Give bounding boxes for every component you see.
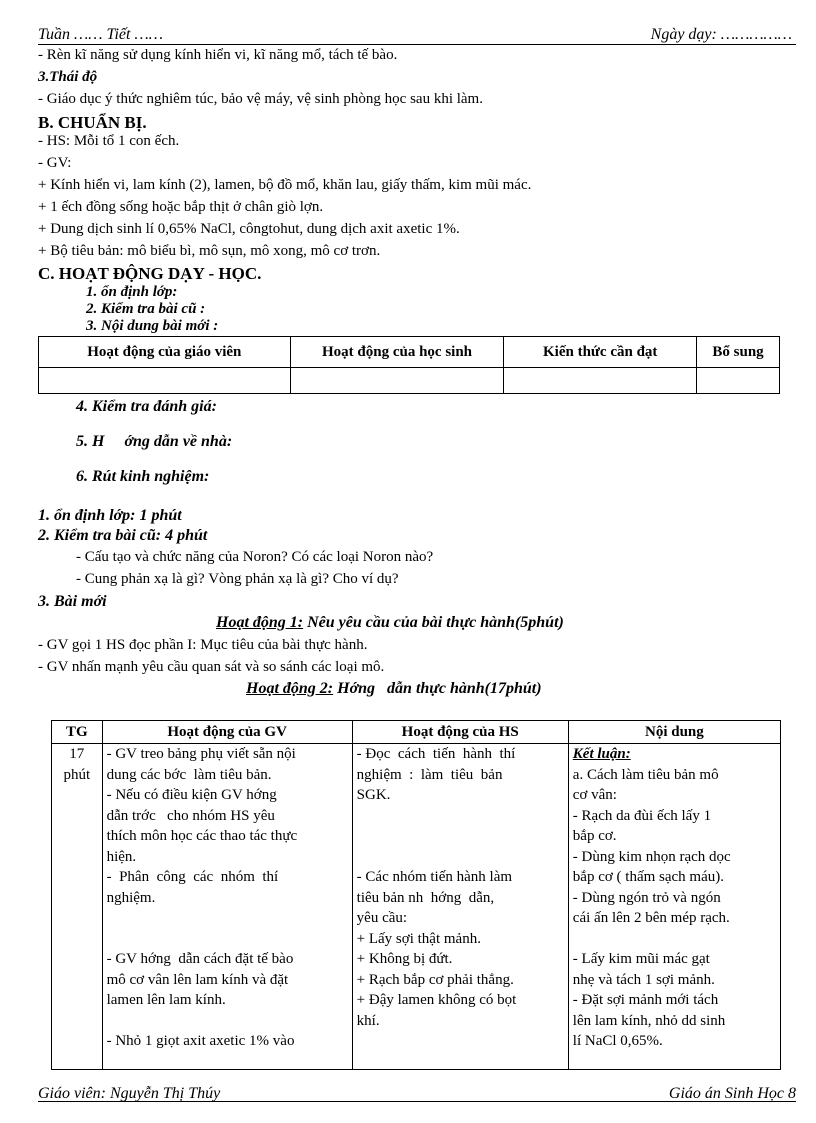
activity-1-text: Nêu yêu cầu của bài thực hành(5phút) (303, 614, 564, 631)
conclusion-title: Kết luận: (572, 746, 631, 762)
hs-activity-line: khí. (356, 1012, 380, 1029)
item-assessment: 4. Kiểm tra đánh giá: (76, 398, 217, 415)
col-teacher-activity: Hoạt động của giáo viên (39, 337, 291, 368)
section-b-heading: B. CHUẨN BỊ. (38, 113, 147, 132)
attitude-heading: 3.Thái độ (38, 69, 98, 85)
gv-activity-line: lamen lên lam kính. (106, 992, 226, 1008)
hs-activity-line (357, 847, 564, 868)
footer-teacher: Giáo viên: Nguyễn Thị Thúy (38, 1085, 221, 1102)
content-line: cái ấn lên 2 bên mép rạch. (572, 910, 730, 926)
content-line: - Dùng kim nhọn rạch dọc (572, 848, 731, 865)
content-line: bắp cơ ( thấm sạch máu). (572, 869, 725, 885)
gv-activity-line (107, 908, 348, 929)
time-value: 17 (69, 746, 85, 762)
gv-activity-line: thích môn học các thao tác thực (106, 828, 298, 844)
activity-1-label: Hoạt động 1: (216, 614, 304, 631)
hs-activity-line: + Lấy sợi thật mảnh. (356, 930, 481, 947)
hs-activity-cell (352, 744, 568, 1070)
empty-cell (697, 368, 780, 394)
prep-item-1: + Kính hiển vi, lam kính (2), lamen, bộ đồ mổ, khăn lau, giấy thấm, kim mũi mác. (38, 177, 532, 193)
skill-line: - Rèn kĩ năng sử dụng kính hiển vi, kĩ năng mổ, tách tế bào. (38, 47, 398, 63)
hs-activity-line (357, 806, 564, 827)
activity-2-label: Hoạt động 2: (246, 680, 334, 697)
hs-activity-line: + Rạch bắp cơ phải thẳng. (356, 971, 514, 988)
gv-activity-line: dẫn trớc cho nhóm HS yêu (106, 807, 275, 824)
content-line: - Đặt sợi mảnh mới tách (572, 992, 719, 1008)
header-week-lesson: Tuần …… Tiết …… (38, 26, 163, 43)
prep-item-4: + Bộ tiêu bản: mô biểu bì, mô sụn, mô xong, mô cơ trơn. (38, 243, 381, 259)
gv-activity-line: - GV treo bảng phụ viết sẵn nội (106, 746, 296, 762)
hs-activity-line: SGK. (356, 787, 391, 803)
gv-activity-line: hiện. (106, 848, 137, 865)
gv-activity-cell (102, 744, 352, 1070)
header-rule (38, 44, 796, 45)
time-unit: phút (63, 766, 91, 783)
hs-activity-line: yêu cầu: (356, 910, 408, 926)
lesson-step-3: 3. Bài mới (38, 593, 107, 610)
activity-1-line-2: - GV nhấn mạnh yêu cầu quan sát và so sánh các loại mô. (38, 659, 385, 675)
empty-cell (504, 368, 697, 394)
lesson-step-2: 2. Kiểm tra bài cũ: 4 phút (38, 527, 208, 544)
content-cell (568, 744, 780, 1070)
hs-activity-line (357, 1031, 564, 1052)
content-line: a. Cách làm tiêu bản mô (572, 766, 719, 783)
gv-activity-line (107, 1011, 348, 1032)
activity-1-heading (216, 614, 564, 632)
hs-activity-line (357, 826, 564, 847)
review-question-2: - Cung phản xạ là gì? Vòng phản xạ là gì? Cho ví dụ? (76, 571, 399, 587)
practice-table (51, 720, 781, 1070)
prep-item-2: + 1 ếch đồng sống hoặc bắp thịt ở chân giò lợn. (38, 199, 324, 215)
item-experience: 6. Rút kinh nghiệm: (76, 468, 210, 485)
review-question-1: - Cấu tạo và chức năng của Noron? Có các loại Noron nào? (76, 549, 434, 565)
prep-item-3: + Dung dịch sinh lí 0,65% NaCl, côngtohut, dung dịch axit axetic 1%. (38, 221, 460, 237)
content-line: - Lấy kim mũi mác gạt (572, 951, 710, 967)
item-homework: 5. H ớng dẫn về nhà: (76, 433, 233, 450)
section-c-heading: C. HOẠT ĐỘNG DẠY - HỌC. (38, 264, 262, 283)
gv-activity-line: - GV hớng dẫn cách đặt tế bào (106, 951, 294, 967)
gv-activity-line: - Phân công các nhóm thí (106, 869, 279, 885)
header-teaching-date: Ngày dạy: …………… (650, 26, 792, 43)
content-line: lên lam kính, nhỏ dd sinh (572, 1012, 726, 1029)
content-line: - Rạch da đùi ếch lấy 1 (572, 807, 712, 824)
footer-subject: Giáo án Sinh Học 8 (668, 1085, 796, 1102)
col-supplement: Bổ sung (697, 337, 780, 368)
col-hs-activity: Hoạt động của HS (352, 721, 568, 744)
hs-activity-line: tiêu bản nh hớng dẫn, (356, 889, 495, 906)
gv-prep-line: - GV: (38, 155, 72, 171)
gv-activity-line: - Nếu có điều kiện GV hớng (106, 787, 277, 803)
empty-cell (290, 368, 504, 394)
c-step-2: 2. Kiểm tra bài cũ : (86, 301, 206, 317)
col-time: TG (52, 721, 103, 744)
lesson-step-1: 1. ổn định lớp: 1 phút (38, 507, 182, 524)
hs-activity-line: + Không bị đứt. (356, 951, 453, 967)
gv-activity-line: mô cơ vân lên lam kính và đặt (106, 971, 289, 988)
c-step-3: 3. Nội dung bài mới : (86, 318, 219, 334)
time-cell (52, 744, 103, 1070)
activity-2-text: Hớng dẫn thực hành(17phút) (333, 680, 542, 697)
activity-2-heading (246, 680, 542, 698)
hs-prep-line: - HS: Mỗi tổ 1 con ếch. (38, 133, 180, 149)
col-knowledge: Kiến thức cần đạt (504, 337, 697, 368)
hs-activity-line: - Các nhóm tiến hành làm (356, 869, 513, 885)
gv-activity-line: dung các bớc làm tiêu bản. (106, 766, 272, 783)
hs-activity-line: + Đậy lamen không có bọt (356, 992, 517, 1008)
hs-activity-line: - Đọc cách tiến hành thí (356, 746, 516, 762)
col-student-activity: Hoạt động của học sinh (290, 337, 504, 368)
gv-activity-line: nghiệm. (106, 889, 156, 906)
activity-1-line-1: - GV gọi 1 HS đọc phần I: Mục tiêu của bài thực hành. (38, 637, 368, 653)
gv-activity-line: - Nhỏ 1 giọt axit axetic 1% vào (106, 1033, 295, 1049)
content-line: bắp cơ. (572, 828, 617, 844)
content-line: lí NaCl 0,65%. (572, 1033, 663, 1049)
empty-cell (39, 368, 291, 394)
gv-activity-line (107, 929, 348, 950)
activity-table (38, 336, 780, 394)
c-step-1: 1. ổn định lớp: (86, 284, 178, 300)
content-line: nhẹ và tách 1 sợi mảnh. (572, 971, 715, 988)
attitude-line: - Giáo dục ý thức nghiêm túc, bảo vệ máy, vệ sinh phòng học sau khi làm. (38, 91, 483, 107)
col-gv-activity: Hoạt động của GV (102, 721, 352, 744)
hs-activity-line: nghiệm : làm tiêu bản (356, 766, 503, 783)
col-content: Nội dung (568, 721, 780, 744)
content-line (573, 929, 776, 950)
content-line: cơ vân: (572, 787, 617, 803)
content-line: - Dùng ngón trỏ và ngón (572, 889, 721, 906)
